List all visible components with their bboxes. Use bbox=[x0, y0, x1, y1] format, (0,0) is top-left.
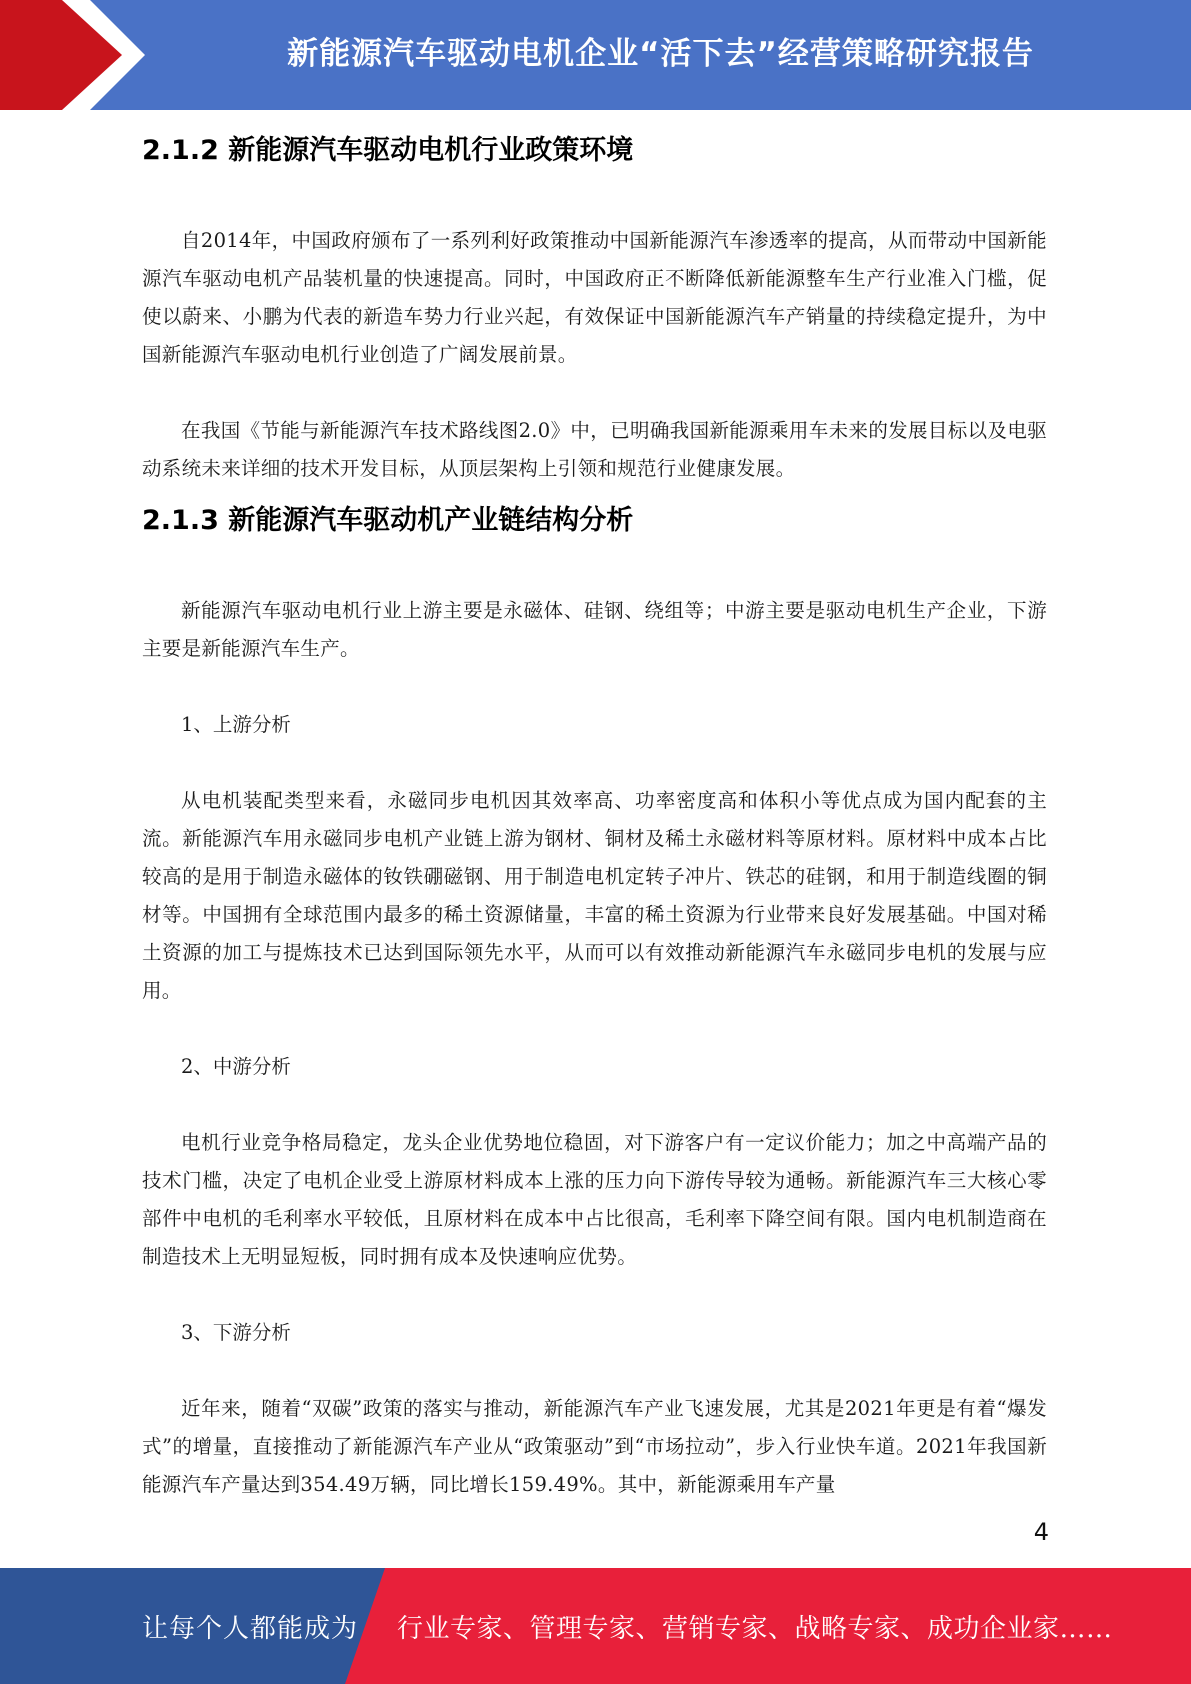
subsection-label-midstream: 2、中游分析 bbox=[181, 1055, 291, 1078]
section-heading-policy: 2.1.2 新能源汽车驱动电机行业政策环境 bbox=[142, 135, 634, 166]
header-band bbox=[0, 0, 1191, 110]
paragraph: 电机行业竞争格局稳定，龙头企业优势地位稳固，对下游客户有一定议价能力；加之中高端产品的技术门槛，决定了电机企业受上游原材料成本上涨的压力向下游传导较为通畅。新能源汽车三大核心零部件中电机的毛利率水平较低，且原材料在成本中占比很高，毛利率下降空间有限。国内电机制造商在制造技术上无明显短板，同时拥有成本及快速响应优势。 bbox=[142, 1131, 1047, 1268]
section-heading-industry-chain: 2.1.3 新能源汽车驱动机产业链结构分析 bbox=[142, 505, 634, 536]
paragraph: 自2014年，中国政府颁布了一系列利好政策推动中国新能源汽车渗透率的提高，从而带动中国新能源汽车驱动电机产品装机量的快速提高。同时，中国政府正不断降低新能源整车生产行业准入门槛，促使以蔚来、小鹏为代表的新造车势力行业兴起，有效保证中国新能源汽车产销量的持续稳定提升，为中国新能源汽车驱动电机行业创造了广阔发展前景。 bbox=[142, 229, 1047, 366]
main-content bbox=[142, 118, 1047, 1504]
subsection-label-downstream: 3、下游分析 bbox=[181, 1321, 291, 1344]
paragraph: 新能源汽车驱动电机行业上游主要是永磁体、硅钢、绕组等；中游主要是驱动电机生产企业，下游主要是新能源汽车生产。 bbox=[142, 599, 1047, 660]
header-arrow-icon bbox=[0, 0, 160, 110]
footer-slogan: 让每个人都能成为 bbox=[142, 1613, 359, 1644]
paragraph: 近年来，随着“双碳”政策的落实与推动，新能源汽车产业飞速发展，尤其是2021年更是有着“爆发式”的增量，直接推动了新能源汽车产业从“政策驱动”到“市场拉动”，步入行业快车道。2021年我国新能源汽车产量达到354.49万辆，同比增长159.49%。其中，新能源乘用车产量 bbox=[142, 1397, 1047, 1496]
paragraph: 从电机装配类型来看，永磁同步电机因其效率高、功率密度高和体积小等优点成为国内配套的主流。新能源汽车用永磁同步电机产业链上游为钢材、铜材及稀土永磁材料等原材料。原材料中成本占比较高的是用于制造永磁体的钕铁硼磁钢、用于制造电机定转子冲片、铁芯的硅钢，和用于制造线圈的铜材等。中国拥有全球范围内最多的稀土资源储量，丰富的稀土资源为行业带来良好发展基础。中国对稀土资源的加工与提炼技术已达到国际领先水平，从而可以有效推动新能源汽车永磁同步电机的发展与应用。 bbox=[142, 789, 1047, 1002]
subsection-label-upstream: 1、上游分析 bbox=[181, 713, 291, 736]
footer-roles: 行业专家、管理专家、营销专家、战略专家、成功企业家…… bbox=[397, 1613, 1113, 1644]
paragraph: 在我国《节能与新能源汽车技术路线图2.0》中，已明确我国新能源乘用车未来的发展目标以及电驱动系统未来详细的技术开发目标，从顶层架构上引领和规范行业健康发展。 bbox=[142, 419, 1047, 480]
footer-banner bbox=[0, 1568, 1191, 1684]
page-number: 4 bbox=[1033, 1518, 1049, 1546]
report-title: 新能源汽车驱动电机企业“活下去”经营策略研究报告 bbox=[287, 35, 1034, 72]
